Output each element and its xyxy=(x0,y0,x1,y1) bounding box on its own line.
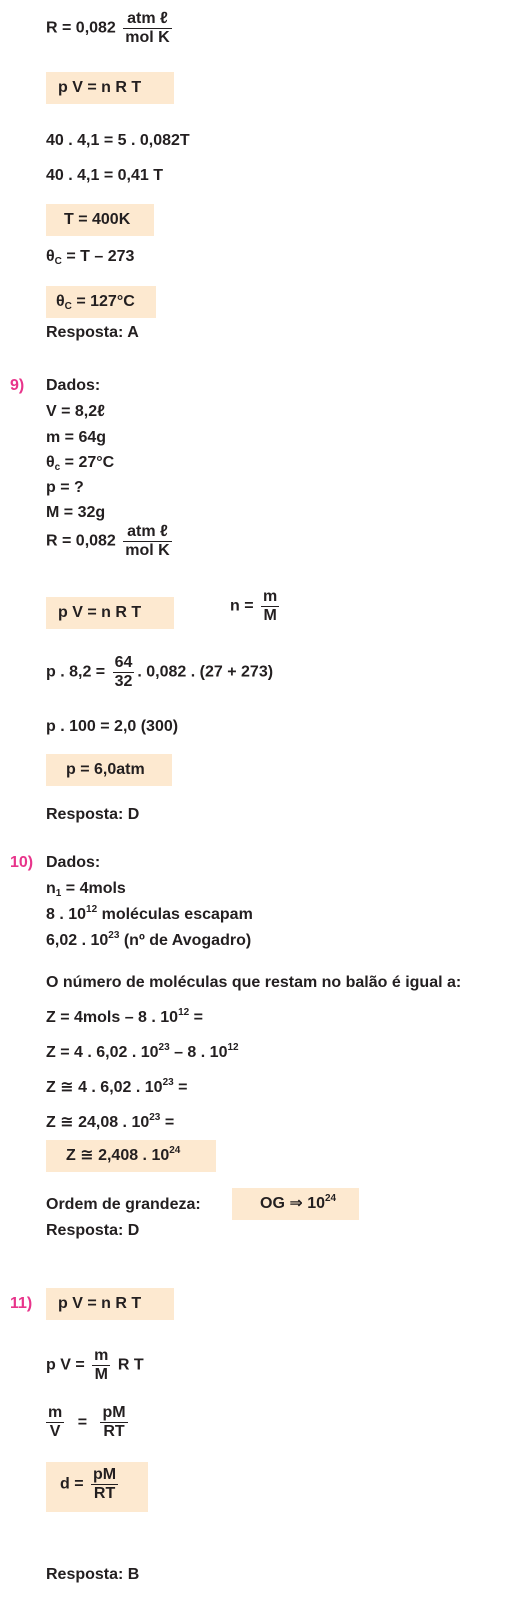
answer-line: Resposta: B xyxy=(46,1566,140,1583)
symbol: n xyxy=(46,880,56,897)
question-number-10: 10) xyxy=(10,854,34,871)
avogadro-line xyxy=(46,931,251,951)
gas-constant-line xyxy=(46,523,175,560)
text: moléculas escapam xyxy=(97,906,253,923)
base: OG ⇒ 10 xyxy=(260,1195,325,1212)
pressure-line: p = ? xyxy=(46,479,84,496)
unit-denominator: mol K xyxy=(125,542,170,559)
ideal-gas-law-box xyxy=(46,72,174,104)
pm-over-rt-fraction xyxy=(100,1404,127,1441)
celsius-conversion-line xyxy=(46,247,134,267)
order-of-magnitude-box xyxy=(232,1188,359,1220)
gas-constant-prefix: R = 0,082 xyxy=(46,532,116,550)
subscript: 1 xyxy=(55,888,62,899)
equation-line xyxy=(46,1043,239,1063)
substitution-prefix: p V = xyxy=(46,1356,85,1374)
base: Z ≅ 24,08 . 10 xyxy=(46,1114,150,1131)
unit-numerator: atm ℓ xyxy=(123,10,171,29)
text: = xyxy=(189,1009,203,1026)
mass-over-volume-fraction xyxy=(46,1404,64,1441)
theta-symbol: θ xyxy=(46,248,55,265)
ideal-gas-law-text: p V = n R T xyxy=(58,1295,142,1312)
base: Z = 4 . 6,02 . 10 xyxy=(46,1044,159,1061)
mass-line: m = 64g xyxy=(46,429,107,446)
text: – 8 . 10 xyxy=(169,1044,228,1061)
temperature-value: = 27°C xyxy=(60,454,115,471)
equation-line: 40 . 4,1 = 5 . 0,082T xyxy=(46,132,190,149)
celsius-equation: = T – 273 xyxy=(61,248,135,265)
moles-prefix: n = xyxy=(230,597,254,615)
fraction-denominator: M xyxy=(263,607,277,624)
theta-subscript: c xyxy=(54,462,61,473)
ideal-gas-law-text: p V = n R T xyxy=(58,79,142,96)
molecules-result-box xyxy=(46,1140,216,1172)
text: = xyxy=(173,1079,188,1096)
fraction-numerator: m xyxy=(94,1347,109,1364)
exponent: 23 xyxy=(162,1077,174,1088)
theta-symbol: θ xyxy=(46,454,55,471)
temperature-result-text: T = 400K xyxy=(64,211,131,228)
temperature-line xyxy=(46,453,114,473)
equation-line xyxy=(46,1078,188,1098)
fraction-denominator: RT xyxy=(103,1423,125,1440)
exponent: 12 xyxy=(227,1042,239,1053)
gas-constant-unit xyxy=(123,523,171,560)
unit-numerator: atm ℓ xyxy=(123,523,171,542)
equals-sign: = xyxy=(77,1413,88,1431)
exponent: 12 xyxy=(86,904,98,915)
fraction-numerator: pM xyxy=(102,1404,126,1421)
exponent: 12 xyxy=(178,1007,190,1018)
equation-line: p . 100 = 2,0 (300) xyxy=(46,718,179,735)
fraction-numerator: m xyxy=(263,588,278,605)
base: 6,02 . 10 xyxy=(46,932,109,949)
substitution-rest: . 0,082 . (27 + 273) xyxy=(137,663,274,681)
celsius-result-box xyxy=(46,286,156,318)
substitution-prefix: p . 8,2 = xyxy=(46,663,106,681)
gas-constant-unit xyxy=(123,10,171,47)
base: Z = 4mols – 8 . 10 xyxy=(46,1009,179,1026)
substitution-line xyxy=(46,1347,144,1384)
unit-denominator: mol K xyxy=(125,29,170,46)
theta-subscript: C xyxy=(54,256,62,267)
base: Z ≅ 4 . 6,02 . 10 xyxy=(46,1079,163,1096)
ideal-gas-law-box xyxy=(46,597,174,629)
substitution-fraction xyxy=(113,654,135,691)
substitution-rest: R T xyxy=(117,1356,144,1374)
base: Z ≅ 2,408 . 10 xyxy=(66,1147,170,1164)
theta-symbol: θ xyxy=(56,293,65,310)
fraction-denominator: RT xyxy=(93,1485,116,1502)
volume-line: V = 8,2ℓ xyxy=(46,403,105,420)
exponent: 23 xyxy=(158,1042,170,1053)
fraction-numerator: pM xyxy=(93,1466,117,1483)
moles-formula xyxy=(230,588,282,625)
molar-mass-line: M = 32g xyxy=(46,504,106,521)
substitution-line xyxy=(46,654,273,691)
value: = 4mols xyxy=(61,880,126,897)
fraction-numerator: 64 xyxy=(114,654,133,671)
initial-moles-line xyxy=(46,879,126,899)
gas-constant-line xyxy=(46,10,175,47)
equation-line xyxy=(46,1113,174,1133)
equation-line: 40 . 4,1 = 0,41 T xyxy=(46,167,163,184)
exponent: 23 xyxy=(149,1112,161,1123)
exponent: 24 xyxy=(169,1145,181,1156)
base: 8 . 10 xyxy=(46,906,87,923)
temperature-result-box xyxy=(46,204,154,236)
density-fraction xyxy=(91,1466,118,1503)
data-heading: Dados: xyxy=(46,854,101,871)
fraction-denominator: 32 xyxy=(114,673,133,690)
answer-line: Resposta: D xyxy=(46,806,140,823)
exponent: 23 xyxy=(108,930,120,941)
celsius-result-text: = 127°C xyxy=(71,293,135,310)
density-equation-line xyxy=(46,1404,131,1441)
data-heading: Dados: xyxy=(46,377,101,394)
answer-line: Resposta: A xyxy=(46,324,139,341)
density-prefix: d = xyxy=(60,1475,84,1493)
pressure-result-text: p = 6,0atm xyxy=(66,761,145,778)
escaped-molecules-line xyxy=(46,905,253,925)
statement-line: O número de moléculas que restam no balão é igual a: xyxy=(46,974,462,991)
fraction-denominator: M xyxy=(94,1366,108,1383)
ideal-gas-law-box xyxy=(46,1288,174,1320)
question-number-9: 9) xyxy=(10,377,25,394)
question-number-11: 11) xyxy=(10,1295,33,1312)
pressure-result-box xyxy=(46,754,172,786)
exponent: 24 xyxy=(324,1193,337,1204)
text: = xyxy=(160,1114,175,1131)
moles-fraction xyxy=(261,588,279,625)
ideal-gas-law-text: p V = n R T xyxy=(58,604,142,621)
answer-line: Resposta: D xyxy=(46,1222,140,1239)
equation-line xyxy=(46,1008,203,1028)
density-result-box xyxy=(46,1462,148,1512)
theta-subscript: C xyxy=(64,301,72,312)
text: (nº de Avogadro) xyxy=(119,932,252,949)
order-of-magnitude-label: Ordem de grandeza: xyxy=(46,1196,201,1213)
fraction-numerator: m xyxy=(48,1404,63,1421)
gas-constant-prefix: R = 0,082 xyxy=(46,19,116,37)
mass-over-molar-fraction xyxy=(92,1347,110,1384)
fraction-denominator: V xyxy=(49,1423,61,1440)
